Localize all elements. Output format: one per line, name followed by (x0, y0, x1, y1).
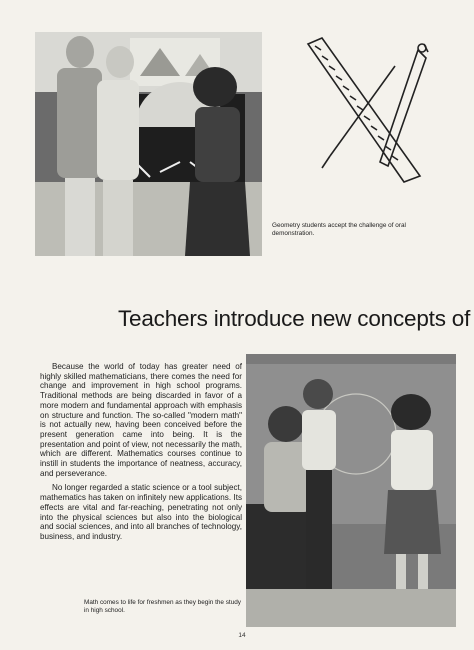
geometry-demonstration-photo (35, 32, 262, 256)
bottom-photo-caption: Math comes to life for freshmen as they begin the study in high school. (84, 599, 242, 614)
page-number: 14 (238, 632, 246, 639)
top-photo-caption: Geometry students accept the challenge of oral demonstration. (272, 222, 406, 237)
body-paragraph: Because the world of today has greater need of highly skilled mathematicians, there comes the need for change and improvement in high school programs. Traditional methods are being discarded in favor of a more modern and fundamental approach with emphasis on structure and function. The so-called "modern math" is not actually new, having been conceived before the present generation came into being. It is the presentation and point of view, not necessarily the math, which are different. Mathematics courses continue to instill in students the importance of neatness, accuracy, and perseverance. (40, 362, 242, 478)
body-paragraph: No longer regarded a static science or a tool subject, mathematics has taken on infinitely new applications. Its effects are vital and far-reaching, penetrating not only into the physical sciences but also into the biological and social sciences, and into all branches of technology, business, and industry. (40, 483, 242, 541)
article-body (40, 362, 242, 547)
page-heading: Teachers introduce new concepts of (118, 306, 471, 331)
ruler-and-compass-drawing (300, 36, 450, 186)
chalkboard-math-photo (246, 354, 456, 627)
